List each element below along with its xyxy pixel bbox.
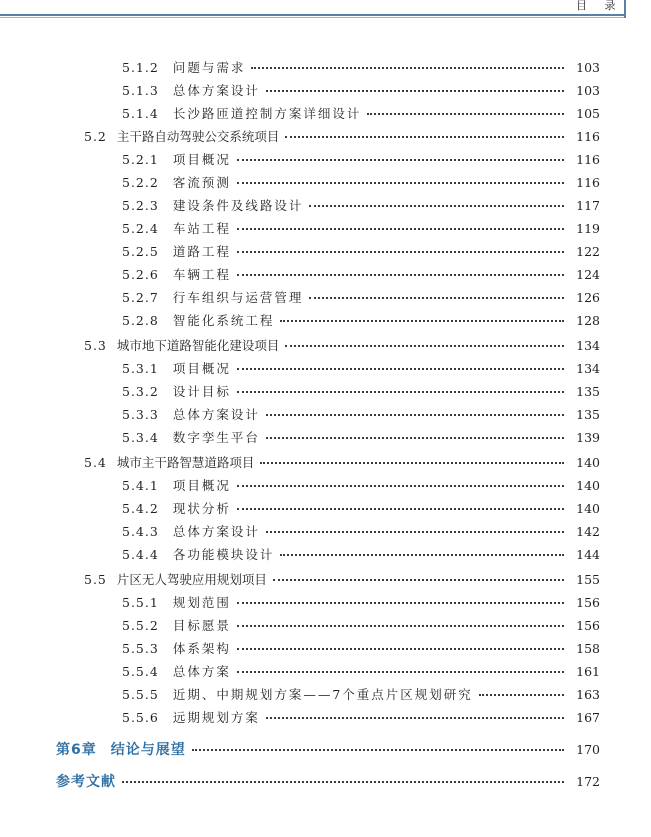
toc-subsection[interactable]: [122, 545, 600, 563]
toc-page-number: 140: [576, 500, 600, 516]
dot-leader: [237, 368, 564, 370]
toc-page-number: 144: [576, 546, 600, 562]
dot-leader: [266, 531, 564, 533]
toc-number: 5.2.1: [122, 151, 159, 167]
toc-page-number: 105: [576, 105, 600, 121]
toc-number: 5.5.6: [122, 709, 159, 725]
toc-page-number: 140: [576, 477, 600, 493]
toc-references[interactable]: [56, 772, 600, 790]
toc-page-number: 172: [576, 773, 600, 789]
toc-number: 5.3.1: [122, 360, 159, 376]
toc-title: 目标愿景: [172, 618, 231, 633]
dot-leader: [237, 159, 564, 161]
toc-title: 行车组织与运营管理: [172, 290, 304, 305]
header-title: 目 录: [576, 0, 623, 12]
toc-page-number: 134: [576, 337, 600, 353]
toc-number: 第6章: [56, 742, 97, 758]
toc-title: 城市主干路智慧道路项目: [116, 455, 255, 470]
toc-title: 各功能模块设计: [172, 547, 275, 562]
toc-page-number: 103: [576, 82, 600, 98]
dot-leader: [237, 485, 564, 487]
toc-subsection[interactable]: [122, 428, 600, 446]
toc-subsection[interactable]: [122, 265, 600, 283]
toc-number: 5.2.6: [122, 266, 159, 282]
toc-number: 5.3.3: [122, 406, 159, 422]
toc-subsection[interactable]: [122, 58, 600, 76]
toc-page-number: 124: [576, 266, 600, 282]
toc-page-number: 116: [576, 128, 600, 144]
toc-subsection[interactable]: [122, 359, 600, 377]
toc-title: 问题与需求: [172, 60, 246, 75]
toc-title: 结论与展望: [110, 742, 186, 758]
dot-leader: [237, 671, 564, 673]
toc-page-number: 126: [576, 289, 600, 305]
dot-leader: [237, 625, 564, 627]
toc-subsection[interactable]: [122, 476, 600, 494]
toc-title: 数字孪生平台: [172, 430, 260, 445]
dot-leader: [122, 781, 564, 783]
dot-leader: [237, 228, 564, 230]
dot-leader: [237, 508, 564, 510]
dot-leader: [237, 251, 564, 253]
toc-title: 现状分析: [172, 501, 231, 516]
toc-subsection[interactable]: [122, 311, 600, 329]
toc-title: 设计目标: [172, 384, 231, 399]
toc-number: 5.5: [84, 571, 107, 587]
toc-title: 总体方案: [172, 664, 231, 679]
dot-leader: [237, 391, 564, 393]
toc-subsection[interactable]: [122, 639, 600, 657]
dot-leader: [237, 274, 564, 276]
dot-leader: [192, 749, 564, 751]
toc-section[interactable]: [84, 453, 600, 471]
toc-subsection[interactable]: [122, 499, 600, 517]
dot-leader: [367, 113, 564, 115]
toc-title: 项目概况: [172, 361, 231, 376]
toc-page-number: 163: [576, 686, 600, 702]
toc-number: 5.5.2: [122, 617, 159, 633]
toc-number: 5.2.2: [122, 174, 159, 190]
toc-title: 项目概况: [172, 152, 231, 167]
toc-subsection[interactable]: [122, 616, 600, 634]
toc-subsection[interactable]: [122, 150, 600, 168]
toc-title: 总体方案设计: [172, 407, 260, 422]
toc-subsection[interactable]: [122, 242, 600, 260]
toc-number: 5.5.1: [122, 594, 159, 610]
toc-title: 长沙路匝道控制方案详细设计: [172, 106, 362, 121]
toc-title: 车站工程: [172, 221, 231, 236]
dot-leader: [280, 320, 564, 322]
toc-subsection[interactable]: [122, 593, 600, 611]
toc-subsection[interactable]: [122, 219, 600, 237]
toc-number: 5.4.2: [122, 500, 159, 516]
toc-page-number: 134: [576, 360, 600, 376]
dot-leader: [251, 67, 564, 69]
toc-page-number: 142: [576, 523, 600, 539]
toc-title: 片区无人驾驶应用规划项目: [116, 572, 267, 587]
toc-page-number: 161: [576, 663, 600, 679]
toc-page-number: 170: [576, 741, 600, 757]
toc-number: 5.4.3: [122, 523, 159, 539]
toc-number: 5.3.4: [122, 429, 159, 445]
toc-page-number: 128: [576, 312, 600, 328]
toc-subsection[interactable]: [122, 288, 600, 306]
toc-number: 5.2.4: [122, 220, 159, 236]
dot-leader: [237, 602, 564, 604]
dot-leader: [237, 648, 564, 650]
toc-page-number: 116: [576, 151, 600, 167]
toc-subsection[interactable]: [122, 382, 600, 400]
toc-number: 5.3.2: [122, 383, 159, 399]
toc-title: 客流预测: [172, 175, 231, 190]
toc-page-number: 117: [576, 197, 600, 213]
toc-subsection[interactable]: [122, 196, 600, 214]
toc-subsection[interactable]: [122, 708, 600, 726]
toc-title: 规划范围: [172, 595, 231, 610]
toc-chapter[interactable]: [56, 740, 600, 758]
toc-number: 5.3: [84, 337, 107, 353]
toc-number: 5.2: [84, 128, 107, 144]
toc-title: 参考文献: [56, 774, 116, 790]
toc-number: 5.4.1: [122, 477, 159, 493]
toc-subsection[interactable]: [122, 662, 600, 680]
toc-subsection[interactable]: [122, 81, 600, 99]
dot-leader: [309, 205, 564, 207]
dot-leader: [285, 345, 564, 347]
dot-leader: [479, 694, 564, 696]
toc-number: 5.5.5: [122, 686, 159, 702]
toc-title: 主干路自动驾驶公交系统项目: [116, 129, 280, 144]
toc-title: 城市地下道路智能化建设项目: [116, 338, 280, 353]
toc-page-number: 158: [576, 640, 600, 656]
dot-leader: [273, 579, 564, 581]
toc-title: 近期、中期规划方案——7个重点片区规划研究: [172, 687, 473, 702]
toc-page-number: 122: [576, 243, 600, 259]
toc-number: 5.1.4: [122, 105, 159, 121]
toc-number: 5.5.3: [122, 640, 159, 656]
toc-title: 远期规划方案: [172, 710, 260, 725]
toc-title: 体系架构: [172, 641, 231, 656]
toc-page-number: 139: [576, 429, 600, 445]
dot-leader: [237, 182, 564, 184]
toc-number: 5.5.4: [122, 663, 159, 679]
toc-number: 5.2.8: [122, 312, 159, 328]
toc-number: 5.4.4: [122, 546, 159, 562]
dot-leader: [309, 297, 564, 299]
dot-leader: [285, 136, 564, 138]
toc-page-number: 155: [576, 571, 600, 587]
toc-page-number: 156: [576, 594, 600, 610]
dot-leader: [266, 717, 564, 719]
toc-title: 智能化系统工程: [172, 313, 275, 328]
toc-page-number: 116: [576, 174, 600, 190]
toc-page-number: 135: [576, 406, 600, 422]
toc-number: 5.2.7: [122, 289, 159, 305]
toc-page-number: 140: [576, 454, 600, 470]
dot-leader: [266, 437, 564, 439]
dot-leader: [266, 90, 564, 92]
toc-page-number: 119: [576, 220, 600, 236]
dot-leader: [280, 554, 564, 556]
toc-subsection[interactable]: [122, 522, 600, 540]
toc-title: 道路工程: [172, 244, 231, 259]
toc-page-number: 103: [576, 59, 600, 75]
toc-number: 5.2.5: [122, 243, 159, 259]
toc-number: 5.4: [84, 454, 107, 470]
toc-page-number: 167: [576, 709, 600, 725]
toc-subsection[interactable]: [122, 104, 600, 122]
toc-title: 总体方案设计: [172, 83, 260, 98]
toc-subsection[interactable]: [122, 173, 600, 191]
toc-title: 项目概况: [172, 478, 231, 493]
toc-section[interactable]: [84, 570, 600, 588]
toc-number: 5.2.3: [122, 197, 159, 213]
toc-subsection[interactable]: [122, 685, 600, 703]
toc-number: 5.1.2: [122, 59, 159, 75]
dot-leader: [260, 462, 564, 464]
dot-leader: [266, 414, 564, 416]
toc-number: 5.1.3: [122, 82, 159, 98]
toc-title: 车辆工程: [172, 267, 231, 282]
toc-section[interactable]: [84, 336, 600, 354]
toc-page-number: 156: [576, 617, 600, 633]
toc-title: 总体方案设计: [172, 524, 260, 539]
toc-page-number: 135: [576, 383, 600, 399]
toc-section[interactable]: [84, 127, 600, 145]
toc-subsection[interactable]: [122, 405, 600, 423]
toc-title: 建设条件及线路设计: [172, 198, 304, 213]
